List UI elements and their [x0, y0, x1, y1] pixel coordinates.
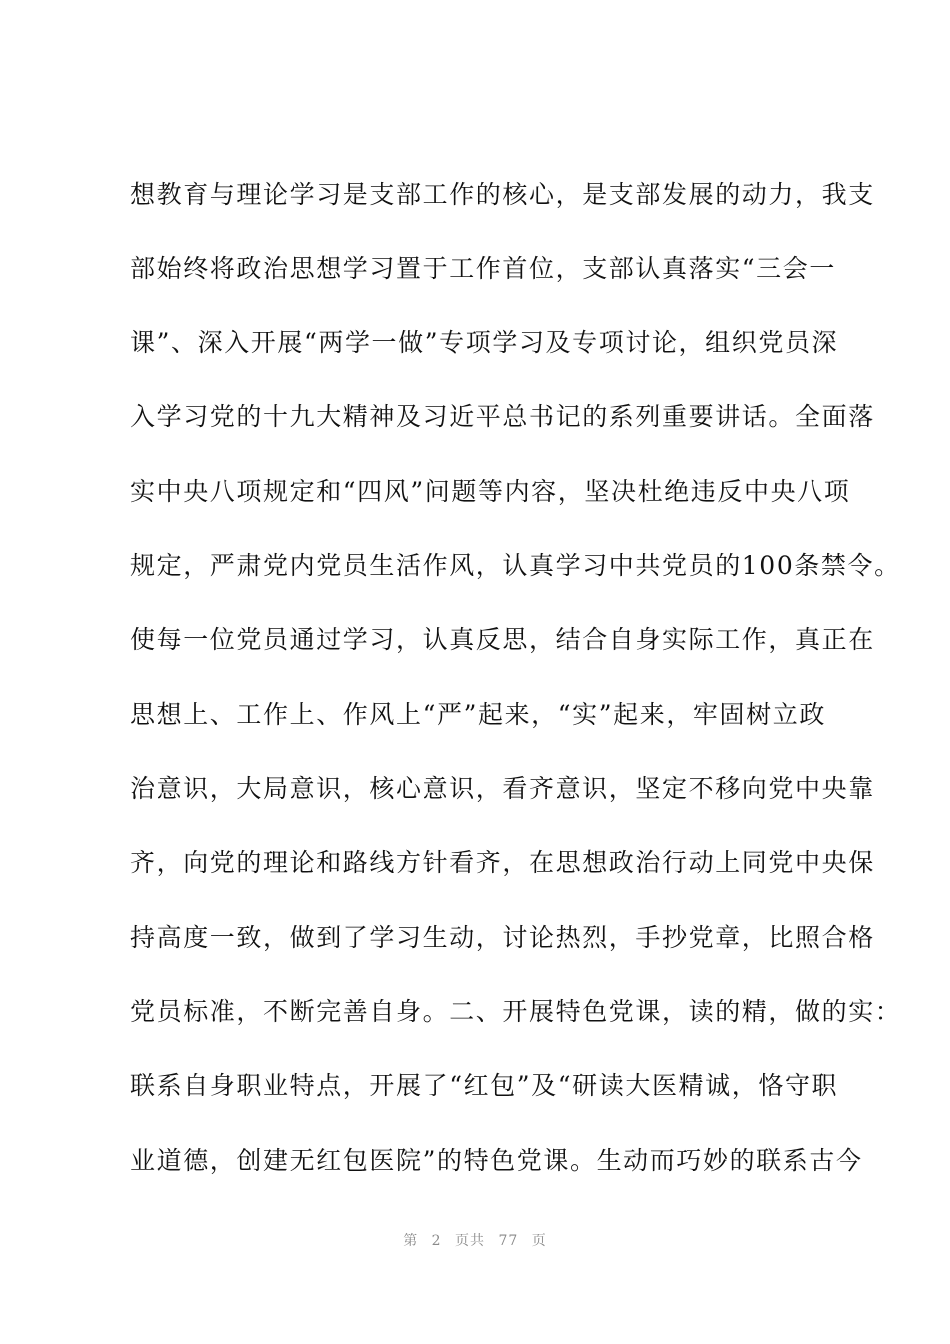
body-text-line: 课”、深入开展“两学一做”专项学习及专项讨论，组织党员深 — [130, 328, 839, 357]
page-number-footer: 第 2 页共 77 页 — [403, 1233, 547, 1249]
body-text-line: 业道德，创建无红包医院”的特色党课。生动而巧妙的联系古今 — [130, 1146, 863, 1175]
body-text-line: 持高度一致，做到了学习生动，讨论热烈，手抄党章，比照合格 — [130, 923, 875, 952]
body-text-line: 治意识，大局意识，核心意识，看齐意识，坚定不移向党中央靠 — [130, 774, 875, 803]
body-text-line: 使每一位党员通过学习，认真反思，结合自身实际工作，真正在 — [130, 625, 875, 654]
body-text-line: 思想上、工作上、作风上“严”起来，“实”起来，牢固树立政 — [130, 700, 826, 729]
body-text-line: 党员标准，不断完善自身。二、开展特色党课，读的精，做的实： — [130, 997, 902, 1026]
body-text-line: 入学习党的十九大精神及习近平总书记的系列重要讲话。全面落 — [130, 402, 875, 431]
body-text-line: 齐，向党的理论和路线方针看齐，在思想政治行动上同党中央保 — [130, 848, 875, 877]
body-text-line: 想教育与理论学习是支部工作的核心，是支部发展的动力，我支 — [130, 180, 875, 209]
body-text-line: 部始终将政治思想学习置于工作首位，支部认真落实“三会一 — [130, 254, 836, 283]
body-text-line: 联系自身职业特点，开展了“红包”及“研读大医精诚，恪守职 — [130, 1071, 839, 1100]
body-text-line: 规定，严肃党内党员生活作风，认真学习中共党员的100条禁令。 — [130, 551, 901, 580]
body-text-line: 实中央八项规定和“四风”问题等内容，坚决杜绝违反中央八项 — [130, 477, 851, 506]
